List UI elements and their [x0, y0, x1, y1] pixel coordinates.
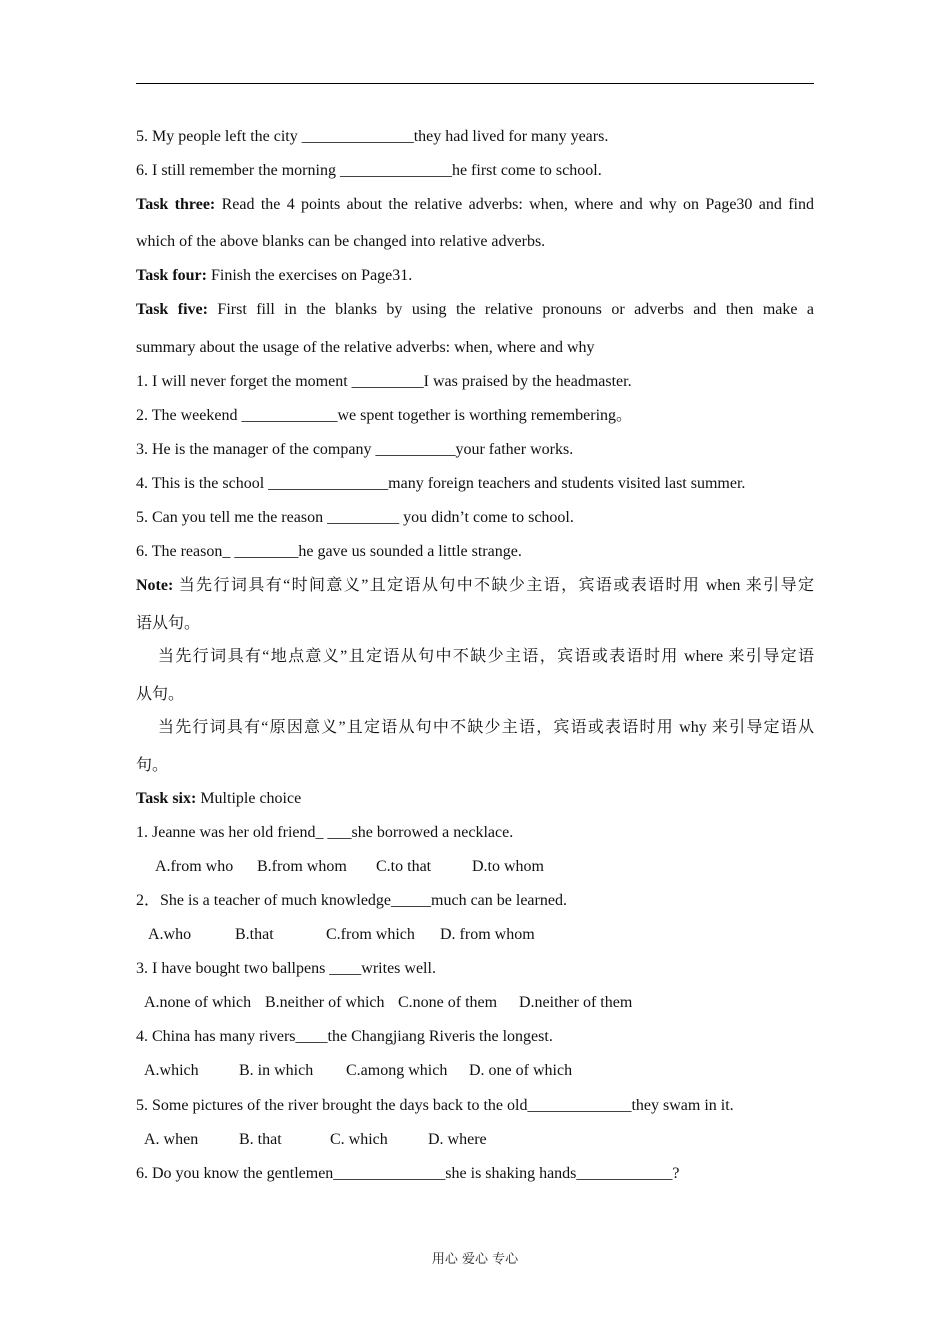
q5-option-d: D. where: [428, 1131, 487, 1148]
task-six-q5-options: [144, 1130, 814, 1150]
task-six-q3-options: [144, 993, 814, 1013]
task-five-q1: 1. I will never forget the moment _________I was praised by the headmaster.: [136, 373, 632, 390]
note-where-line2: 从句。: [136, 686, 185, 703]
q5-option-c: C. which: [330, 1131, 388, 1148]
q2-option-b: B.that: [235, 926, 274, 943]
note-label: Note:: [136, 577, 174, 594]
q2-option-c: C.from which: [326, 926, 415, 943]
q3-option-b: B.neither of which: [265, 994, 385, 1011]
task-five-q2: 2. The weekend ____________we spent together is worthing remembering。: [136, 407, 633, 424]
task-three-line2: which of the above blanks can be changed into relative adverbs.: [136, 233, 546, 250]
task-six-q4-options: [144, 1061, 814, 1081]
task-five-q6: 6. The reason_ ________he gave us sounded a little strange.: [136, 543, 522, 560]
note-why-line2: 句。: [136, 757, 169, 774]
task-six-q3-stem: 3. I have bought two ballpens ____writes well.: [136, 960, 436, 977]
q2-option-a: A.who: [148, 926, 192, 943]
task-two-q5: 5. My people left the city ______________they had lived for many years.: [136, 128, 609, 145]
task-six-q5-stem: 5. Some pictures of the river brought the days back to the old_____________they swam in it.: [136, 1097, 734, 1114]
task-five-q5: 5. Can you tell me the reason _________ you didn’t come to school.: [136, 509, 574, 526]
note-where-line1: 当先行词具有“地点意义”且定语从句中不缺少主语，宾语或表语时用 where 来引导定语: [158, 648, 814, 665]
q3-option-a: A.none of which: [144, 994, 252, 1011]
task-five-line2: summary about the usage of the relative adverbs: when, where and why: [136, 339, 595, 356]
task-four-text: Finish the exercises on Page31.: [206, 267, 413, 284]
q4-option-b: B. in which: [239, 1062, 314, 1079]
task-five-q4: 4. This is the school _______________many foreign teachers and students visited last summer.: [136, 475, 746, 492]
task-three-label: Task three:: [136, 196, 216, 213]
q3-option-c: C.none of them: [398, 994, 498, 1011]
q3-option-d: D.neither of them: [519, 994, 633, 1011]
task-two-q6: 6. I still remember the morning ______________he first come to school.: [136, 162, 602, 179]
q2-option-d: D. from whom: [440, 926, 535, 943]
task-five-q3: 3. He is the manager of the company __________your father works.: [136, 441, 574, 458]
task-six: [136, 789, 814, 809]
q5-option-a: A. when: [144, 1131, 199, 1148]
task-six-q6-stem: 6. Do you know the gentlemen______________she is shaking hands____________?: [136, 1165, 680, 1182]
note-when-line2: 语从句。: [136, 615, 201, 632]
note-why-line1: 当先行词具有“原因意义”且定语从句中不缺少主语，宾语或表语时用 why 来引导定语从: [158, 719, 814, 736]
task-six-label: Task six:: [136, 790, 197, 807]
task-four: [136, 266, 814, 286]
note-when-text: 当先行词具有“时间意义”且定语从句中不缺少主语，宾语或表语时用 when 来引导定: [173, 577, 814, 594]
task-five-line1: [136, 300, 814, 320]
task-six-q1-options: [155, 857, 814, 877]
q1-option-b: B.from whom: [257, 858, 347, 875]
task-four-label: Task four:: [136, 267, 207, 284]
header-rule: [136, 83, 814, 84]
task-six-q4-stem: 4. China has many rivers____the Changjiang Riveris the longest.: [136, 1028, 553, 1045]
task-six-q2-stem: 2．She is a teacher of much knowledge_____much can be learned.: [136, 892, 567, 909]
task-five-text: First fill in the blanks by using the relative pronouns or adverbs and then make a: [207, 301, 815, 318]
q1-option-d: D.to whom: [472, 858, 544, 875]
q4-option-a: A.which: [144, 1062, 199, 1079]
task-three-text: Read the 4 points about the relative adverbs: when, where and why on Page30 and find: [215, 196, 814, 213]
task-six-q1-stem: 1. Jeanne was her old friend_ ___she borrowed a necklace.: [136, 824, 514, 841]
q4-option-c: C.among which: [346, 1062, 448, 1079]
task-six-q2-options: [148, 925, 814, 945]
note-when-line1: [136, 576, 814, 596]
q1-option-a: A.from who: [155, 858, 234, 875]
task-five-label: Task five:: [136, 301, 208, 318]
task-six-text: Multiple choice: [196, 790, 302, 807]
q1-option-c: C.to that: [376, 858, 432, 875]
q5-option-b: B. that: [239, 1131, 282, 1148]
task-three-line1: [136, 195, 814, 215]
page-footer: 用心 爱心 专心: [431, 1252, 519, 1267]
q4-option-d: D. one of which: [469, 1062, 573, 1079]
